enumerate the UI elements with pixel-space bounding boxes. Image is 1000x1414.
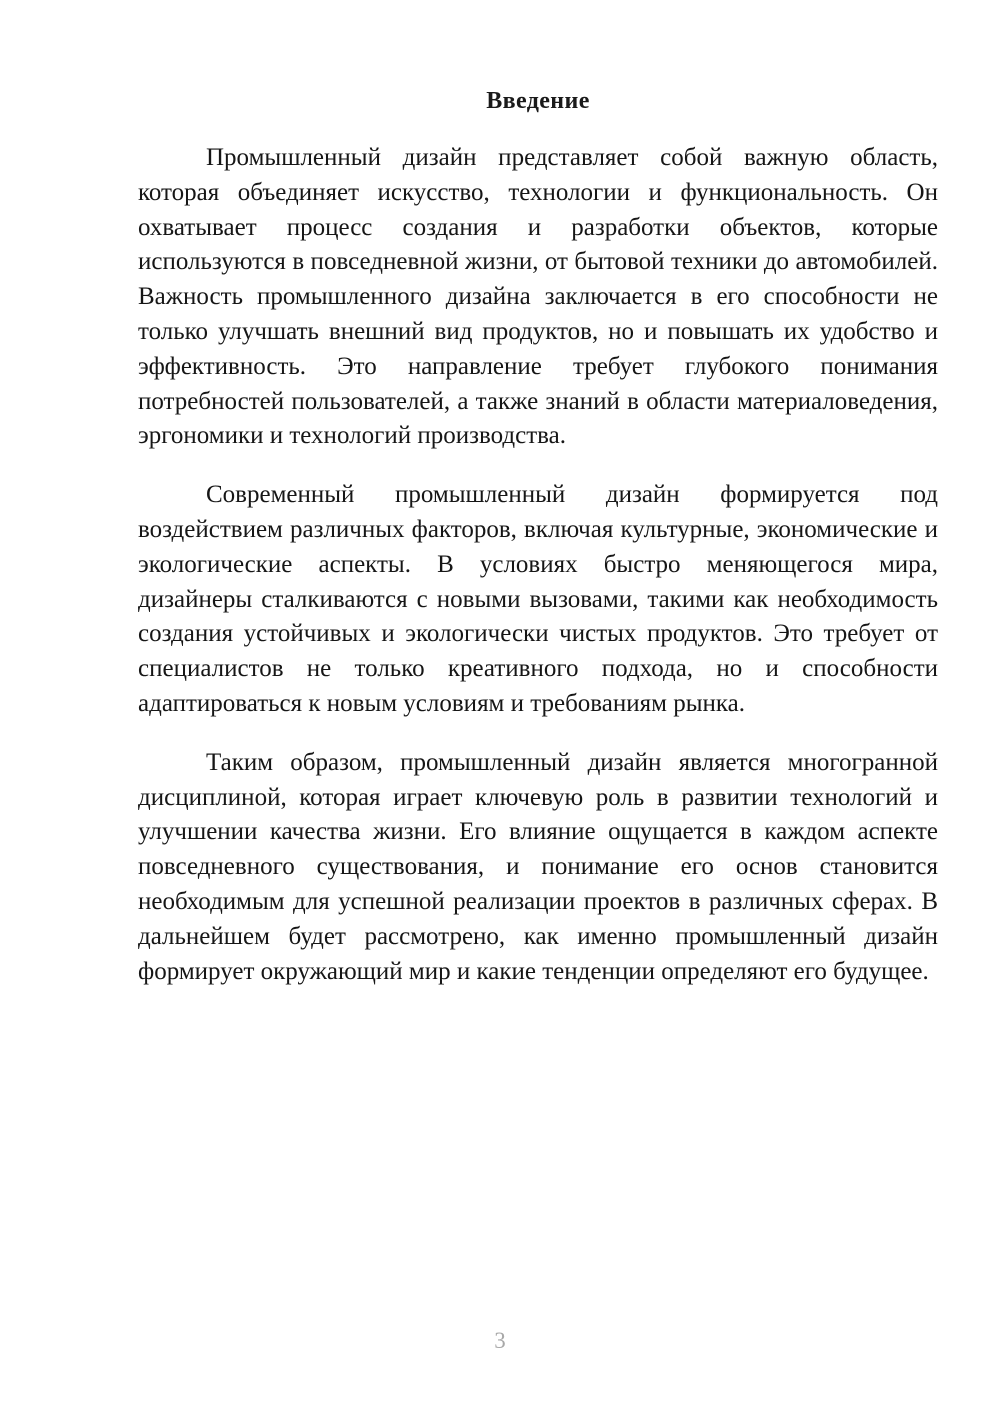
paragraph-2: Современный промышленный дизайн формируется под воздействием различных факторов, включая культурные, экономические и экологические аспекты. В условиях быстро меняющегося мира, дизайнеры сталкиваются с новыми вызовами, такими как необходимость создания устойчивых и экологически чистых продуктов. Это требует от специалистов не только креативного подхода, но и способности адаптироваться к новым условиям и требованиям рынка. <box>138 481 938 717</box>
document-body <box>138 88 938 989</box>
paragraph-3: Таким образом, промышленный дизайн является многогранной дисциплиной, которая играет ключевую роль в развитии технологий и улучшении качества жизни. Его влияние ощущается в каждом аспекте повседневного существования, и понимание его основ становится необходимым для успешной реализации проектов в различных сферах. В дальнейшем будет рассмотрено, как именно промышленный дизайн формирует окружающий мир и какие тенденции определяют его будущее. <box>138 748 938 985</box>
page-title: Введение <box>486 88 590 114</box>
paragraph-1: Промышленный дизайн представляет собой важную область, которая объединяет искусство, технологии и функциональность. Он охватывает процесс создания и разработки объектов, которые используются в повседневной жизни, от бытовой техники до автомобилей. Важность промышленного дизайна заключается в его способности не только улучшать внешний вид продуктов, но и повышать их удобство и эффективность. Это направление требует глубокого понимания потребностей пользователей, а также знаний в области материаловедения, эргономики и технологий производства. <box>138 144 938 450</box>
page-number: 3 <box>494 1328 506 1353</box>
